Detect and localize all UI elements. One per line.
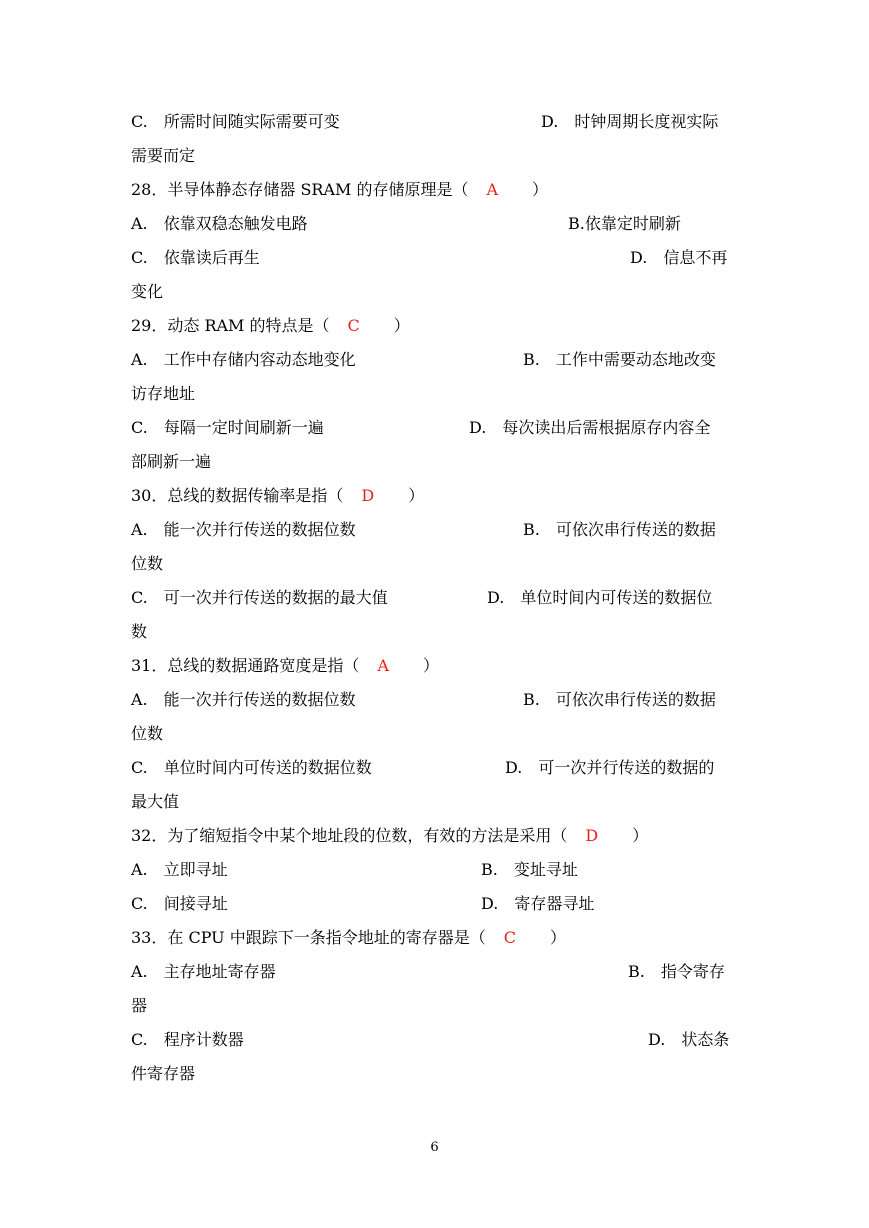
option-b: B. 指令寄存 [628, 962, 725, 981]
option-line [0, 1025, 869, 1055]
option-a: A. 立即寻址 [131, 860, 228, 879]
option-a: A. 依靠双稳态触发电路 [131, 214, 308, 233]
option-line [0, 413, 869, 443]
option-a: A. 工作中存储内容动态地变化 [131, 350, 356, 369]
option-c: C. 可一次并行传送的数据的最大值 [131, 588, 388, 607]
question-30 [0, 481, 869, 511]
question-28 [0, 175, 869, 205]
option-line [0, 107, 869, 137]
option-a: A. 能一次并行传送的数据位数 [131, 690, 356, 709]
option-d: D. 寄存器寻址 [481, 894, 595, 913]
wrap-line [0, 617, 869, 647]
wrap-text: 位数 [131, 724, 164, 743]
option-c: C. 每隔一定时间刷新一遍 [131, 418, 324, 437]
option-line [0, 209, 869, 239]
option-d: D. 每次读出后需根据原存内容全 [469, 418, 711, 437]
option-c: C. 间接寻址 [131, 894, 228, 913]
option-line [0, 753, 869, 783]
wrap-line [0, 719, 869, 749]
answer-mark: D [585, 826, 599, 845]
wrap-text: 部刷新一遍 [131, 452, 212, 471]
option-line [0, 243, 869, 273]
question-stem: 31．总线的数据通路宽度是指（ [131, 656, 360, 675]
page-number: 6 [430, 1140, 439, 1155]
option-d: D. 状态条 [648, 1030, 730, 1049]
question-stem: 33．在 CPU 中跟踪下一条指令地址的寄存器是（ [131, 928, 486, 947]
wrap-line [0, 379, 869, 409]
option-b: B. 可依次串行传送的数据 [523, 690, 716, 709]
option-c: C. 程序计数器 [131, 1030, 244, 1049]
option-a: A. 主存地址寄存器 [131, 962, 276, 981]
wrap-text: 变化 [131, 282, 164, 301]
option-line [0, 345, 869, 375]
option-a: A. 能一次并行传送的数据位数 [131, 520, 356, 539]
question-stem: 29．动态 RAM 的特点是（ [131, 316, 330, 335]
option-d: D. 单位时间内可传送的数据位 [487, 588, 713, 607]
wrap-line [0, 787, 869, 817]
question-stem: 30．总线的数据传输率是指（ [131, 486, 344, 505]
option-b: B. 变址寻址 [481, 860, 578, 879]
option-c: C. 单位时间内可传送的数据位数 [131, 758, 372, 777]
wrap-text: 位数 [131, 554, 164, 573]
option-b: B.依靠定时刷新 [568, 214, 681, 233]
wrap-text: 器 [131, 996, 148, 1015]
answer-mark: A [377, 656, 389, 675]
answer-mark: C [503, 928, 516, 947]
question-31 [0, 651, 869, 681]
wrap-line [0, 1059, 869, 1089]
question-29 [0, 311, 869, 341]
option-b: B. 可依次串行传送的数据 [523, 520, 716, 539]
wrap-line [0, 277, 869, 307]
option-line [0, 889, 869, 919]
option-b: B. 工作中需要动态地改变 [523, 350, 716, 369]
paren-close: ） [550, 928, 567, 947]
question-33 [0, 923, 869, 953]
answer-mark: D [361, 486, 375, 505]
option-line [0, 957, 869, 987]
question-32 [0, 821, 869, 851]
wrap-line [0, 141, 869, 171]
wrap-text: 最大值 [131, 792, 180, 811]
question-stem: 28．半导体静态存储器 SRAM 的存储原理是（ [131, 180, 469, 199]
wrap-text: 访存地址 [131, 384, 196, 403]
option-line [0, 685, 869, 715]
answer-mark: C [347, 316, 360, 335]
answer-mark: A [486, 180, 499, 199]
wrap-line [0, 991, 869, 1021]
paren-close: ） [408, 486, 425, 505]
wrap-text: 需要而定 [131, 146, 196, 165]
option-d: D. 时钟周期长度视实际 [541, 112, 719, 131]
question-stem: 32．为了缩短指令中某个地址段的位数，有效的方法是采用（ [131, 826, 568, 845]
paren-close: ） [422, 656, 439, 675]
wrap-text: 数 [131, 622, 148, 641]
option-d: D. 可一次并行传送的数据的 [505, 758, 715, 777]
option-line [0, 515, 869, 545]
paren-close: ） [532, 180, 549, 199]
wrap-line [0, 549, 869, 579]
wrap-text: 件寄存器 [131, 1064, 196, 1083]
option-c: C. 依靠读后再生 [131, 248, 260, 267]
option-line [0, 855, 869, 885]
wrap-line [0, 447, 869, 477]
paren-close: ） [393, 316, 410, 335]
option-line [0, 583, 869, 613]
option-c: C. 所需时间随实际需要可变 [131, 112, 340, 131]
option-d: D. 信息不再 [630, 248, 728, 267]
paren-close: ） [632, 826, 649, 845]
